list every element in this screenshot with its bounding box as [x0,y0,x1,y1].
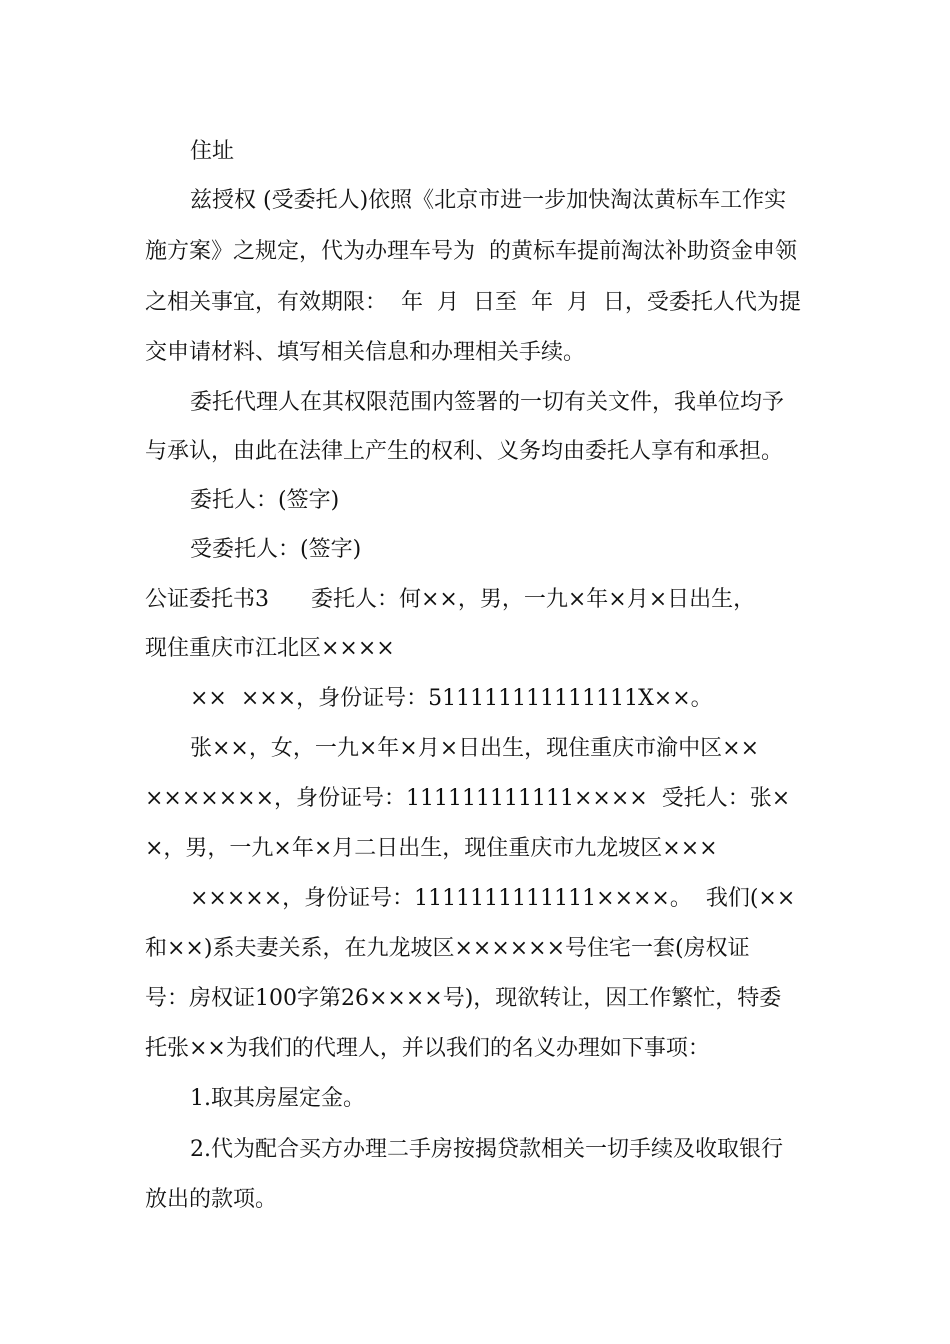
principal-address-line: 现住重庆市江北区×××× [145,636,395,661]
trustee-line: ×，男，一九×年×月二日出生，现住重庆市九龙坡区××× [145,836,718,861]
agent-signature-line: 受委托人：(签字) [190,537,362,562]
principal-signature-line: 委托人：(签字) [190,488,340,513]
notarial-power-heading-line: 公证委托书3 委托人：何××，男，一九×年×月×日出生， [145,587,756,612]
recognition-paragraph-line-2: 与承认，由此在法律上产生的权利、义务均由委托人享有和承担。 [145,439,784,464]
principal-id-line: ×× ×××，身份证号：511111111111111X××。 [190,686,713,711]
house-description-line-2: 号：房权证100字第26××××号)，现欲转让，因工作繁忙，特委 [145,986,782,1011]
second-principal-line-1: 张××，女，一九×年×月×日出生，现住重庆市渝中区×× [190,736,760,761]
matter-item-2-line-1: 2.代为配合买方办理二手房按揭贷款相关一切手续及收取银行 [190,1137,783,1162]
authorized-matters-line: 托张××为我们的代理人，并以我们的名义办理如下事项： [145,1036,710,1061]
second-principal-line-2: ×××××××，身份证号：111111111111×××× 受托人：张× [145,786,791,811]
recognition-paragraph-line-1: 委托代理人在其权限范围内签署的一切有关文件，我单位均予 [190,390,785,415]
authorization-paragraph-line-1: 兹授权 (受委托人)依照《北京市进一步加快淘汰黄标车工作实 [190,188,787,213]
authorization-paragraph-line-4: 交申请材料、填写相关信息和办理相关手续。 [145,340,586,365]
house-description-line-1: 和××)系夫妻关系，在九龙坡区××××××号住宅一套(房权证 [145,936,750,961]
authorization-paragraph-line-2: 施方案》之规定，代为办理车号为 的黄标车提前淘汰补助资金申领 [145,239,797,264]
matter-item-1: 1.取其房屋定金。 [190,1086,365,1111]
authorization-paragraph-line-3: 之相关事宜，有效期限： 年 月 日至 年 月 日，受委托人代为提 [145,290,801,315]
trustee-id-line: ×××××，身份证号：1111111111111××××。 我们(×× [190,886,796,911]
address-label: 住址 [190,139,235,164]
matter-item-2-line-2: 放出的款项。 [145,1187,278,1212]
